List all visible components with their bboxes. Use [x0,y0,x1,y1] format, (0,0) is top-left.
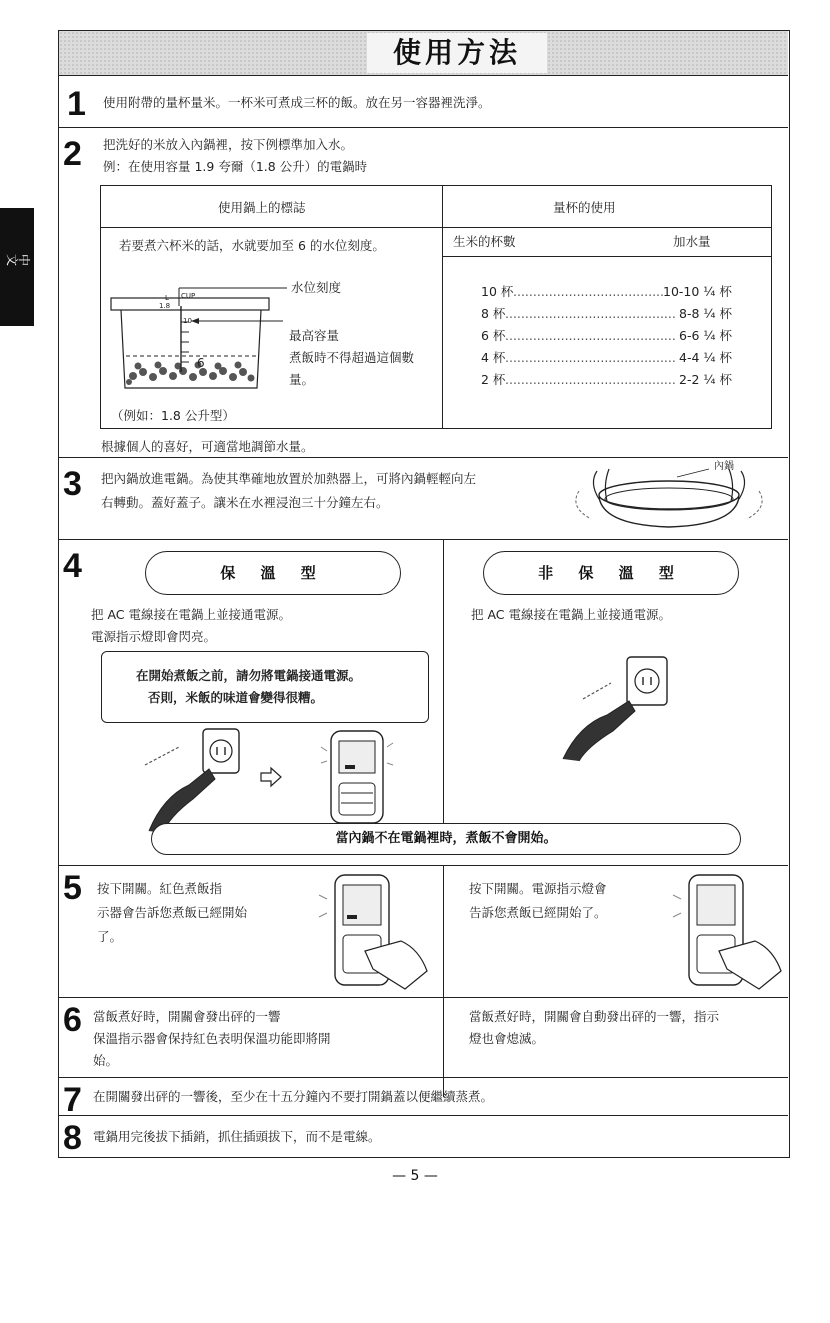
step-5-right-2: 告訴您煮飯已經開始了。 [469,905,607,920]
inner-pot-rotate-illustration [569,463,779,533]
non-keep-warm-type-title: 非 保 溫 型 [483,551,739,595]
row-rice-10: 10 杯 [481,284,514,299]
step-2-line2: 例：在使用容量 1.9 夸爾（1.8 公升）的電鍋時 [103,159,368,174]
page-title: 使用方法 [367,33,547,73]
step-4-left-line2: 電源指示燈即會閃亮。 [91,629,217,644]
press-switch-illustration-right [669,871,789,991]
step-5-left-3: 了。 [97,929,123,944]
row-rice-8: 8 杯 [481,306,506,321]
row-leader-2: ........................................... [505,372,676,387]
plug-in-illustration-left [129,725,249,835]
row-water-6: 6-6 ¼ 杯 [679,328,732,343]
step-1-text: 使用附帶的量杯量米。一杯米可煮成三杯的飯。放在另一容器裡洗淨。 [103,95,491,110]
step-4-right-line1: 把 AC 電線接在電鍋上並接通電源。 [471,607,672,622]
row-rice-2: 2 杯 [481,372,506,387]
title-banner [59,31,788,76]
step-8-number: 8 [63,1119,82,1157]
step-7-number: 7 [63,1081,82,1119]
row-leader-10: ...................................... [513,284,664,299]
table-left-note: 若要煮六杯米的話，水就要加至 6 的水位刻度。 [119,238,385,253]
row-leader-8: ........................................... [505,306,676,321]
warning-line1: 在開始煮飯之前，請勿將電鍋接通電源。 [136,668,362,683]
step-6-right-2: 燈也會熄滅。 [469,1031,545,1046]
max-capacity-desc-1: 煮飯時不得超過這個數 [289,350,415,365]
row-rice-4: 4 杯 [481,350,506,365]
page-number: — 5 — [392,1168,438,1184]
step-7-text: 在開關發出砰的一響後，至少在十五分鐘內不要打開鍋蓋以便繼續蒸煮。 [93,1089,494,1104]
row-leader-6: ........................................... [505,328,676,343]
example-label: （例如：1.8 公升型） [111,408,235,423]
language-tab-label: 中文 [6,252,31,267]
row-rice-6: 6 杯 [481,328,506,343]
language-tab [0,208,34,326]
step-6-number: 6 [63,1001,82,1039]
arrow-right-icon [259,767,283,787]
scale-10-label: 10 [183,317,192,325]
warning-line2: 否則，米飯的味道會變得很糟。 [148,690,324,705]
col-rice-cups: 生米的杯數 [453,234,516,249]
row-water-8: 8-8 ¼ 杯 [679,306,732,321]
step-6-left-2: 保溫指示器會保持紅色表明保溫功能即將開 [93,1031,331,1046]
step-3-line2: 右轉動。蓋好蓋子。讓米在水裡浸泡三十分鐘左右。 [101,495,389,510]
no-pot-notice: 當內鍋不在電鍋裡時，煮飯不會開始。 [151,823,741,855]
scale-18-label: 1.8 [159,302,171,310]
warning-box [101,651,429,723]
row-water-10: 10-10 ¼ 杯 [663,284,732,299]
max-capacity-label: 最高容量 [289,328,340,343]
step-4-number: 4 [63,547,82,585]
step-6-left-3: 始。 [93,1053,119,1068]
plug-in-illustration-right [533,653,673,763]
scale-6-label: 6 [197,356,205,370]
table-left-header: 使用鍋上的標誌 [218,200,306,215]
scale-l-label: L [165,294,169,302]
scale-cup-label: CUP [181,292,196,300]
step-2-line1: 把洗好的米放入內鍋裡，按下例標準加入水。 [103,137,354,152]
instructions-frame [58,30,790,1158]
step-5-right-1: 按下開關。電源指示燈會 [469,881,607,896]
row-water-2: 2-2 ¼ 杯 [679,372,732,387]
press-switch-illustration-left [315,871,435,991]
table-right-header: 量杯的使用 [553,200,616,215]
step-2-after: 根據個人的喜好，可適當地調節水量。 [101,439,314,454]
step-5-left-2: 示器會告訴您煮飯已經開始 [97,905,248,920]
row-water-4: 4-4 ¼ 杯 [679,350,732,365]
step-5-left-1: 按下開關。紅色煮飯指 [97,881,223,896]
rice-cooker-indicator-illustration [321,727,393,827]
step-5-number: 5 [63,869,82,907]
water-level-table [100,185,772,429]
step-6-left-1: 當飯煮好時，開關會發出砰的一響 [93,1009,281,1024]
step-3-line1: 把內鍋放進電鍋。為使其準確地放置於加熱器上，可將內鍋輕輕向左 [101,471,477,486]
keep-warm-type-title: 保 溫 型 [145,551,401,595]
step-2-number: 2 [63,135,82,173]
step-4-left-line1: 把 AC 電線接在電鍋上並接通電源。 [91,607,292,622]
inner-pot-label: 內鍋 [714,461,734,472]
step-1-number: 1 [67,85,86,123]
row-leader-4: ........................................... [505,350,676,365]
step-3-number: 3 [63,465,82,503]
water-level-label: 水位刻度 [291,280,342,295]
inner-pot-diagram [111,276,291,406]
col-water-amount: 加水量 [673,234,711,249]
max-capacity-desc-2: 量。 [289,372,315,387]
step-6-right-1: 當飯煮好時，開關會自動發出砰的一響，指示 [469,1009,720,1024]
step-8-text: 電鍋用完後拔下插銷，抓住插頭拔下，而不是電線。 [93,1129,381,1144]
